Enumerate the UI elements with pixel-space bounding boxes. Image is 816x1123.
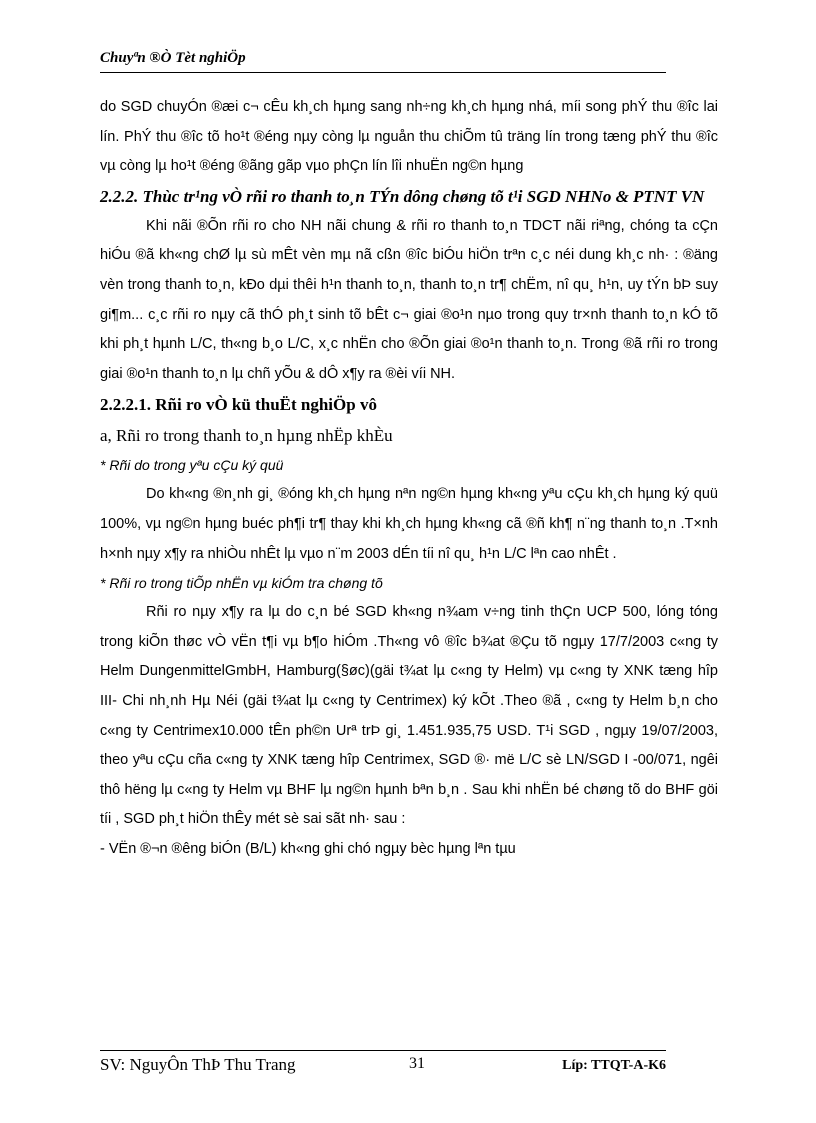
section-heading-2-2-2-1: 2.2.2.1. Rñi ro vÒ kü thuËt nghiÖp vô [100, 395, 377, 415]
paragraph-deposit: Do kh«ng ®n¸nh gi¸ ®óng kh¸ch hµng nªn ng©n hµng kh«ng yªu cÇu kh¸ch hµng ký quü 100%, vµ ng©n hµng buéc ph¶i tr¶ thay khi kh¸ch hµng kh«ng cã ®ñ kh¶ n¨ng thanh to¸n .T×nh h×nh nµy x¶y ra nhiÒu nhÊt lµ vµo n¨m 2003 dÉn tíi nî qu¸ h¹n L/C lªn cao nhÊt . [100, 486, 718, 562]
sub-heading-deposit: * Rñi do trong yªu cÇu ký quü [100, 457, 284, 474]
student-name: SV: NguyÔn ThÞ Thu Trang [100, 1055, 296, 1074]
class-label: Líp: TTQT-A-K6 [562, 1058, 666, 1073]
page-number: 31 [409, 1055, 425, 1072]
paragraph-documents: Rñi ro nµy x¶y ra lµ do c¸n bé SGD kh«ng n¾am v÷ng tinh thÇn UCP 500, lóng tóng trong kiÕn thøc vÒ vËn t¶i vµ b¶o hiÓm .Th«ng vô ®îc b¾at ®Çu tõ ngµy 17/7/2003 c«ng ty Helm DungenmittelGmbH, Hamburg(§øc)(gäi t¾at lµ c«ng ty Helm) vµ c«ng ty XNK tæng hîp III- Chi nh¸nh Hµ Néi (gäi t¾at lµ c«ng ty Centrimex) ký kÕt .Theo ®ã , c«ng ty Helm b¸n cho c«ng ty Centrimex10.000 tÊn ph©n Urª trÞ gi¸ 1.451.935,75 USD. T¹i SGD , ngµy 19/07/2003, theo yªu cÇu cña c«ng ty XNK tæng hîp Centrimex, SGD ®· më L/C sè LN/SGD I -00/071, ngêi thô hëng lµ c«ng ty Helm vµ BHF lµ ng©n hµnh bªn b¸n . Sau khi nhËn bé chøng tõ do BHF göi tíi , SGD ph¸t hiÖn thÊy mét sè sai sãt nh· sau : [100, 604, 718, 828]
subsection-heading-a: a, Rñi ro trong thanh to¸n hµng nhËp khÈu [100, 426, 393, 446]
section-heading-2-2-2: 2.2.2. Thùc tr¹ng vÒ rñi ro thanh to¸n TÝn dông chøng tõ t¹i SGD NHNo & PTNT VN [100, 186, 705, 206]
page-footer [100, 1055, 666, 1079]
page-header [100, 50, 666, 73]
list-item-bill-of-lading: - VËn ®¬n ®êng biÓn (B/L) kh«ng ghi chó ngµy bèc hµng lªn tµu [100, 840, 516, 857]
paragraph-risk-overview: Khi nãi ®Õn rñi ro cho NH nãi chung & rñi ro thanh to¸n TDCT nãi riªng, chóng ta cÇn hiÓu ®ã kh«ng chØ lµ sù mÊt vèn mµ nã cßn ®îc biÓu hiÖn trªn c¸c néi dung kh¸c nh· : ®äng vèn trong thanh to¸n, kÐo dµi thêi h¹n thanh to¸n, thanh to¸n tr¶ chËm, nî qu¸ h¹n, uy tÝn bÞ suy gi¶m... c¸c rñi ro nµy cã thÓ ph¸t sinh tõ bÊt c¬ giai ®o¹n nµo trong quy tr×nh thanh to¸n kÓ tõ khi ph¸t hµnh L/C, th«ng b¸o L/C, x¸c nhËn cho ®Õn giai ®o¹n thanh to¸n. Trong ®ã rñi ro trong giai ®o¹n thanh to¸n lµ chñ yÕu & dÔ x¶y ra ®èi víi NH. [100, 217, 718, 382]
header-title: Chuyªn ®Ò Tèt nghiÖp [100, 50, 246, 66]
paragraph-intro: do SGD chuyÓn ®æi c¬ cÊu kh¸ch hµng sang nh÷ng kh¸ch hµng nhá, míi song phÝ thu ®îc lai lín. PhÝ thu ®îc tõ ho¹t ®éng nµy còng lµ nguån thu chiÕm tû träng lín trong tæng phÝ thu ®îc vµ còng lµ ho¹t ®éng ®ãng gãp vµo phÇn lín lîi nhuËn ng©n hµng [100, 99, 718, 175]
page-body [100, 93, 718, 864]
footer-divider [100, 1050, 666, 1051]
sub-heading-documents: * Rñi ro trong tiÕp nhËn vµ kiÓm tra chøng tõ [100, 575, 383, 592]
